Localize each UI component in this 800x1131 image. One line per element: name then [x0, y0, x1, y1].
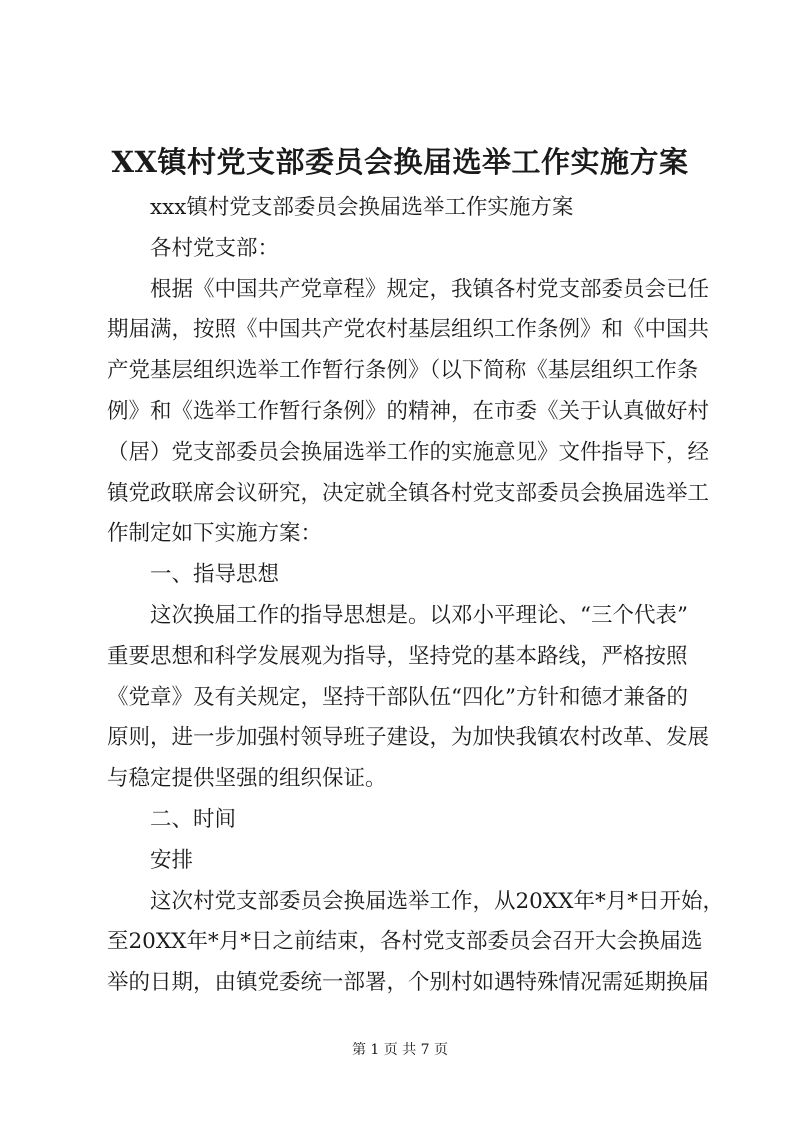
paragraph-line: 这次换届工作的指导思想是。以邓小平理论、“三个代表” — [150, 602, 688, 628]
paragraph-line: （居）党支部委员会换届选举工作的实施意见》文件指导下，经 — [107, 439, 710, 465]
section-heading-continuation: 安排 — [150, 847, 194, 873]
section-heading: 一、指导思想 — [150, 562, 280, 588]
document-title: XX镇村党支部委员会换届选举工作实施方案 — [111, 145, 689, 179]
paragraph-line: 至20XX年*月*日之前结束，各村党支部委员会召开大会换届选 — [107, 929, 703, 955]
paragraph-line: 根据《中国共产党章程》规定，我镇各村党支部委员会已任 — [150, 276, 710, 302]
paragraph-line: 与稳定提供坚强的组织保证。 — [107, 766, 387, 792]
paragraph-line: 举的日期，由镇党委统一部署，个别村如遇特殊情况需延期换届 — [107, 970, 710, 996]
page-footer: 第 1 页 共 7 页 — [351, 1042, 449, 1058]
paragraph-line: 《党章》及有关规定，坚持干部队伍“四化”方针和德才兼备的 — [107, 684, 688, 710]
paragraph-line: 产党基层组织选举工作暂行条例》（以下简称《基层组织工作条 — [107, 358, 699, 384]
paragraph-line: 这次村党支部委员会换届选举工作，从20XX年*月*日开始， — [150, 888, 724, 914]
salutation-line: 各村党支部： — [150, 235, 280, 261]
paragraph-line: 期届满，按照《中国共产党农村基层组织工作条例》和《中国共 — [107, 317, 710, 343]
section-heading: 二、时间 — [150, 806, 237, 832]
subtitle-line: xxx镇村党支部委员会换届选举工作实施方案 — [150, 195, 574, 220]
paragraph-line: 例》和《选举工作暂行条例》的精神，在市委《关于认真做好村 — [107, 398, 710, 424]
paragraph-line: 作制定如下实施方案： — [107, 521, 323, 547]
document-body — [107, 188, 724, 1004]
paragraph-line: 重要思想和科学发展观为指导，坚持党的基本路线，严格按照 — [107, 643, 688, 669]
paragraph-line: 原则，进一步加强村领导班子建设，为加快我镇农村改革、发展 — [107, 725, 710, 751]
paragraph-line: 镇党政联席会议研究，决定就全镇各村党支部委员会换届选举工 — [107, 480, 710, 506]
